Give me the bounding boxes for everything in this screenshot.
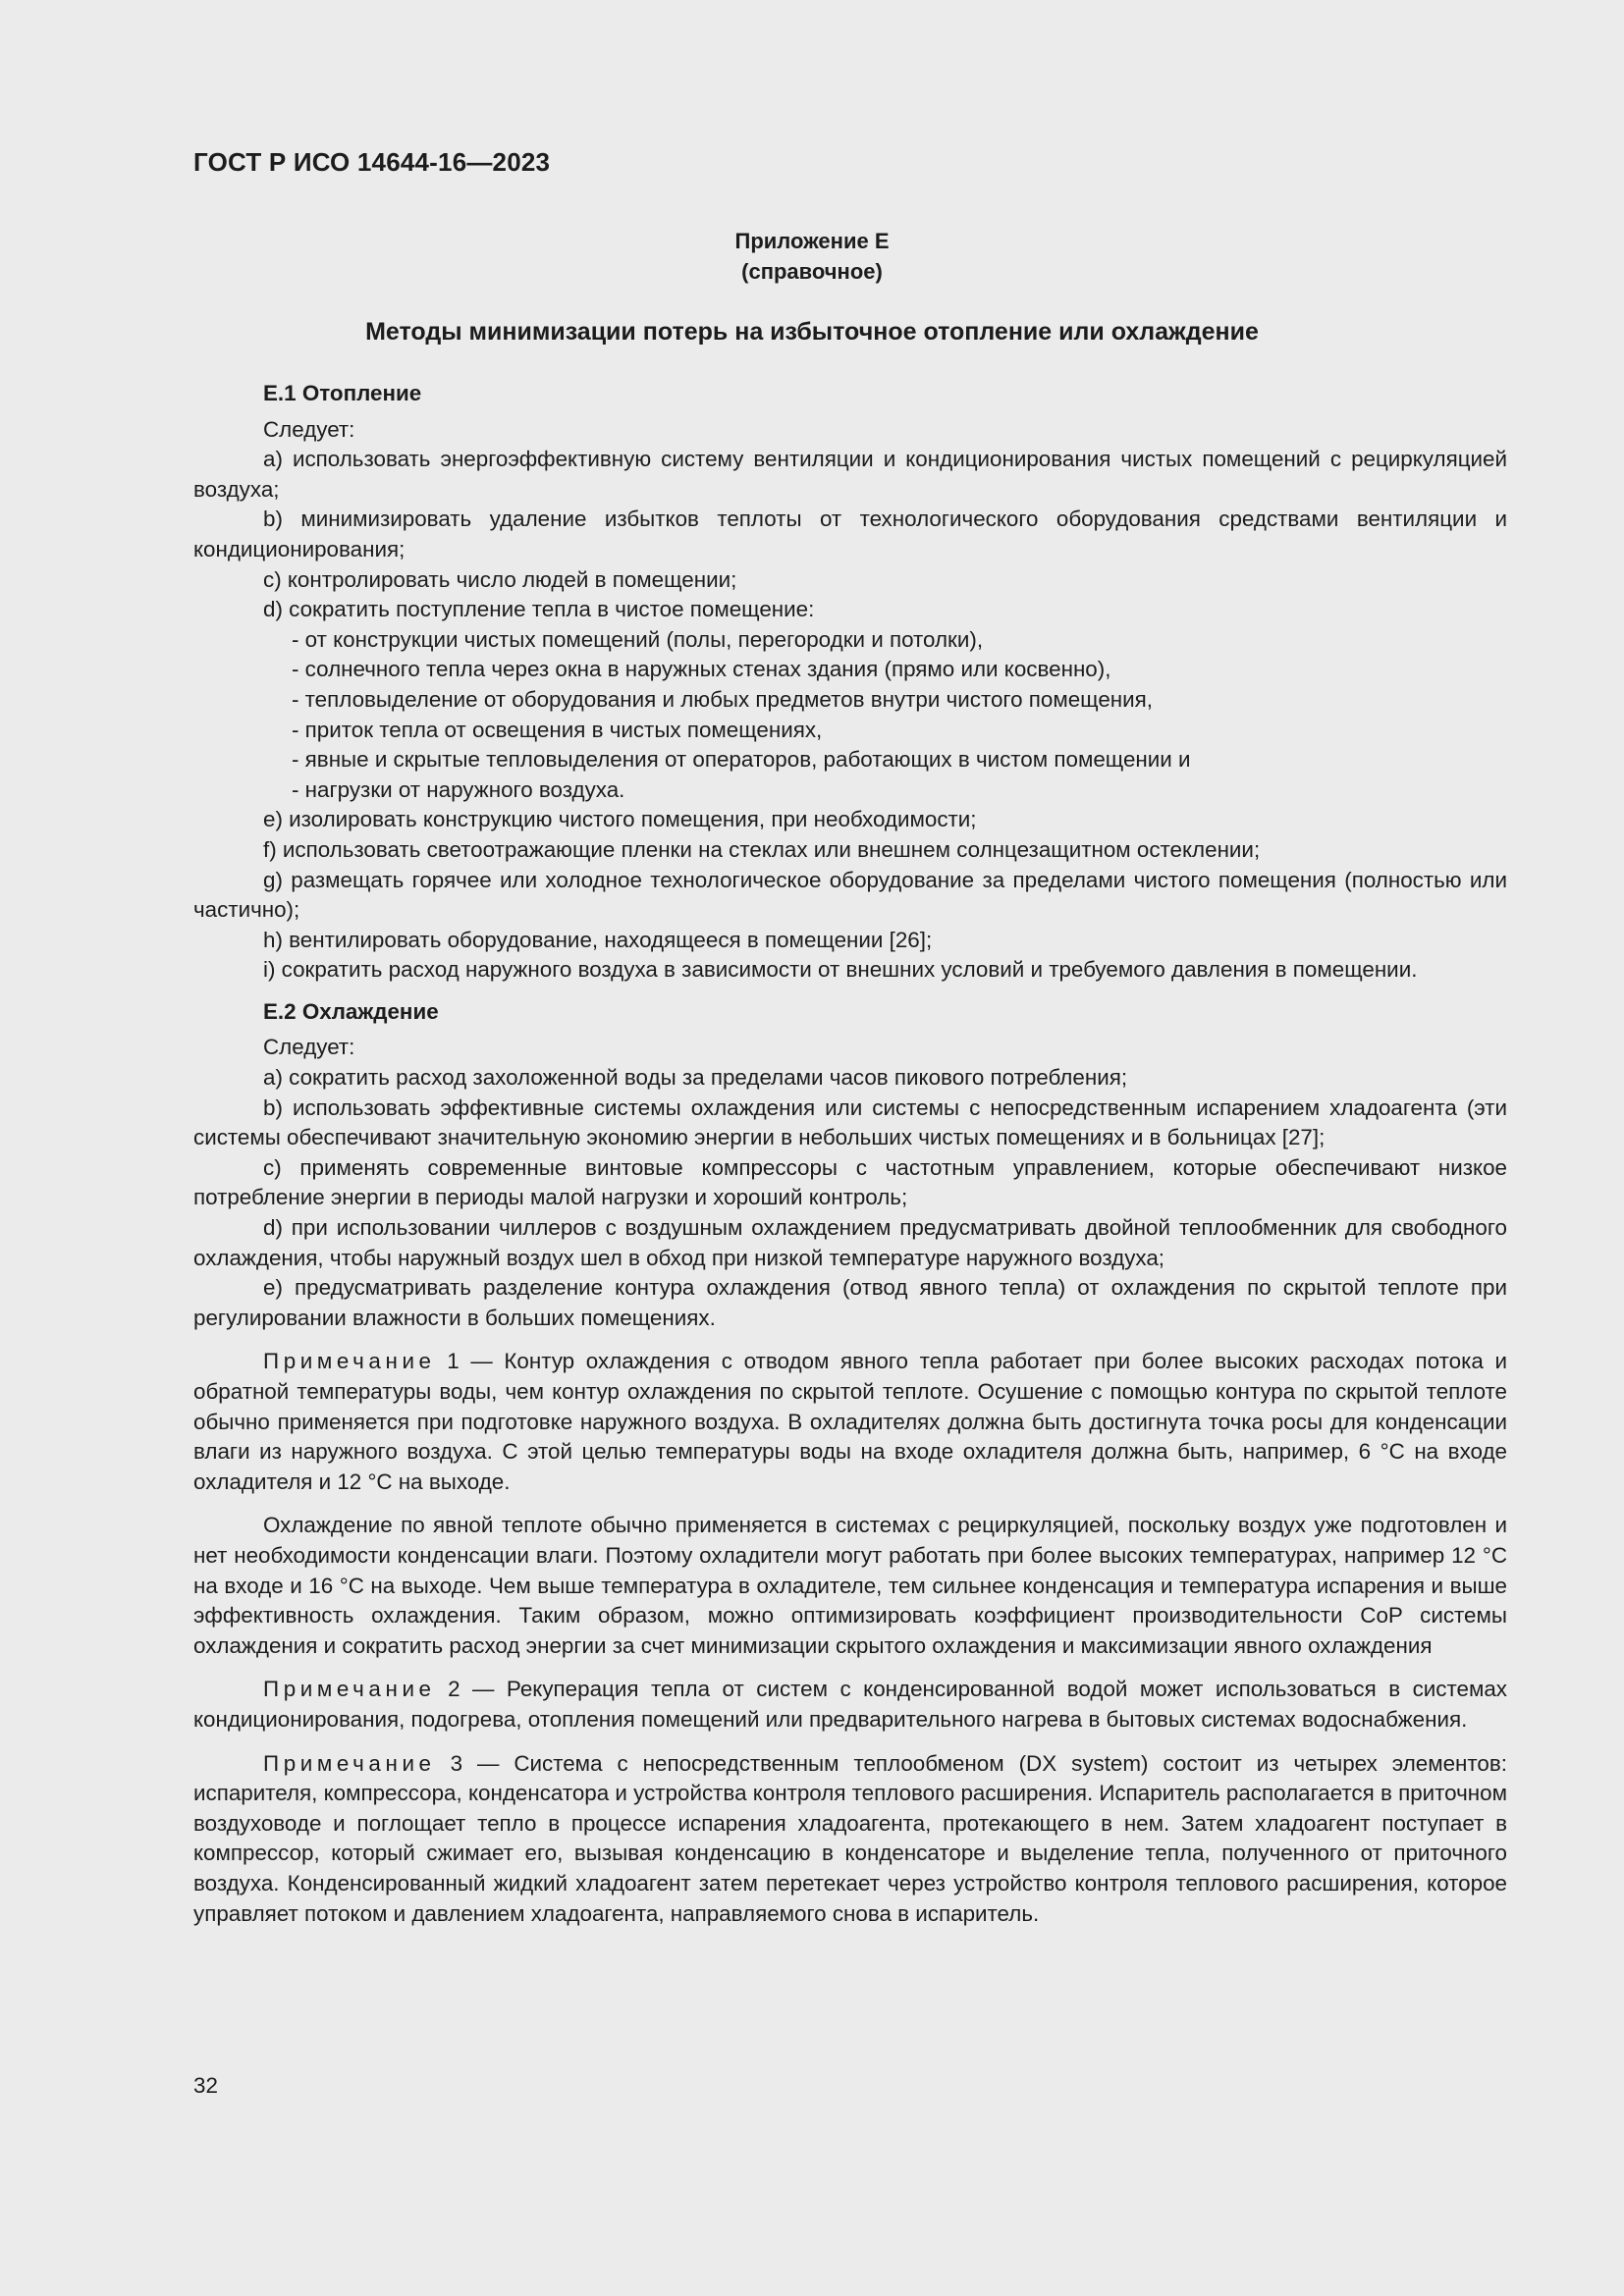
note-1 <box>193 1347 1507 1497</box>
note-label: Примечание <box>263 1750 436 1776</box>
appendix-heading <box>0 226 1624 287</box>
list-item: e) предусматривать разделение контура охлаждения (отвод явного тепла) от охлаждения по скрытой теплоте при регулировании влажности в больших помещениях. <box>193 1275 1507 1330</box>
note-text: 2 — Рекуперация тепла от систем с конденсированной водой может использоваться в системах кондиционирования, подогрева, отопления помещений или предварительного нагрева в бытовых системах водоснабжения. <box>193 1677 1507 1732</box>
list-item: f) использовать светоотражающие пленки на стеклах или внешнем солнцезащитном остеклении; <box>263 836 1261 862</box>
sub-list-item: - нагрузки от наружного воздуха. <box>292 776 625 802</box>
paragraph-sensible-cooling: Охлаждение по явной теплоте обычно применяется в системах с рециркуляцией, поскольку воздух уже подготовлен и нет необходимости конденсации влаги. Поэтому охладители могут работать при более высоких температурах, например 12 °C на входе и 16 °C на выходе. Чем выше температура в охладителе, тем сильнее конденсация и температура испарения и выше эффективность охлаждения. Таким образом, можно оптимизировать коэффициент производительности CoP системы охлаждения и сократить расход энергии за счет минимизации скрытого охлаждения и максимизации явного охлаждения <box>193 1513 1507 1658</box>
list-item: e) изолировать конструкцию чистого помещения, при необходимости; <box>263 807 977 832</box>
section-heading-cooling: Е.2 Охлаждение <box>263 998 439 1024</box>
note-3 <box>193 1749 1507 1930</box>
page-number: 32 <box>193 2073 218 2098</box>
list-item: c) применять современные винтовые компрессоры с частотным управлением, которые обеспечивают низкое потребление энергии в периоды малой нагрузки и хороший контроль; <box>193 1154 1507 1210</box>
note-2 <box>193 1675 1507 1735</box>
list-item: h) вентилировать оборудование, находящееся в помещении [26]; <box>263 927 933 952</box>
sub-list-item: - явные и скрытые тепловыделения от операторов, работающих в чистом помещении и <box>292 747 1191 773</box>
list-item: i) сократить расход наружного воздуха в зависимости от внешних условий и требуемого давления в помещении. <box>263 957 1418 983</box>
note-label: Примечание <box>263 1349 436 1374</box>
note-text: 1 — Контур охлаждения с отводом явного тепла работает при более высоких расходах потока и обратной температуры воды, чем контур охлаждения по скрытой теплоте. Осушение с помощью контура по скрытой теплоте обычно применяется при подготовке наружного воздуха. В охладителях должна быть достигнута точка росы для конденсации влаги из наружного воздуха. С этой целью температуры воды на входе охладителя должна быть, например, 6 °C на входе охладителя и 12 °C на выходе. <box>193 1349 1507 1494</box>
appendix-title: Методы минимизации потерь на избыточное отопление или охлаждение <box>365 318 1259 346</box>
list-item: d) сократить поступление тепла в чистое помещение: <box>263 597 815 622</box>
appendix-label: Приложение Е <box>734 229 890 253</box>
document-body <box>193 379 1507 1929</box>
sub-list-item: - от конструкции чистых помещений (полы, перегородки и потолки), <box>292 626 984 652</box>
note-label: Примечание <box>263 1677 436 1702</box>
section-heading-heating: Е.1 Отопление <box>263 381 422 405</box>
appendix-type: (справочное) <box>741 259 883 284</box>
list-item: a) использовать энергоэффективную систему вентиляции и кондиционирования чистых помещений с рециркуляцией воздуха; <box>193 447 1507 502</box>
sub-list-item: - приток тепла от освещения в чистых помещениях, <box>292 717 823 742</box>
list-item: c) контролировать число людей в помещении; <box>263 566 737 592</box>
list-item: b) использовать эффективные системы охлаждения или системы с непосредственным испарением хладоагента (эти системы обеспечивают значительную экономию энергии в небольших чистых помещениях и в больницах [27]; <box>193 1095 1507 1150</box>
sub-list-item: - солнечного тепла через окна в наружных стенах здания (прямо или косвенно), <box>292 657 1111 682</box>
list-item: g) размещать горячее или холодное технологическое оборудование за пределами чистого помещения (полностью или частично); <box>193 867 1507 923</box>
sub-list-item: - тепловыделение от оборудования и любых предметов внутри чистого помещения, <box>292 686 1154 712</box>
document-header: ГОСТ Р ИСО 14644-16—2023 <box>193 147 551 177</box>
list-item: d) при использовании чиллеров с воздушным охлаждением предусматривать двойной теплообменник для свободного охлаждения, чтобы наружный воздух шел в обход при низкой температуре наружного воздуха; <box>193 1215 1507 1270</box>
list-item: b) минимизировать удаление избытков теплоты от технологического оборудования средствами вентиляции и кондиционирования; <box>193 507 1507 561</box>
list-item: a) сократить расход захоложенной воды за пределами часов пикового потребления; <box>263 1065 1128 1091</box>
section-intro: Следует: <box>263 1035 355 1060</box>
note-text: 3 — Система с непосредственным теплообменом (DX system) состоит из четырех элементов: испарителя, компрессора, конденсатора и устройства контроля теплового расширения. Испаритель располагается в приточном воздуховоде и поглощает тепло в процессе испарения хладоагента, протекающего в нем. Затем хладоагент поступает в компрессор, который сжимает его, вызывая конденсацию в конденсаторе и выделение тепла, полученного от приточного воздуха. Конденсированный жидкий хладоагент затем перетекает через устройство контроля теплового расширения, которое управляет потоком и давлением хладоагента, направляемого снова в испаритель. <box>193 1750 1508 1926</box>
section-intro: Следует: <box>263 416 355 442</box>
